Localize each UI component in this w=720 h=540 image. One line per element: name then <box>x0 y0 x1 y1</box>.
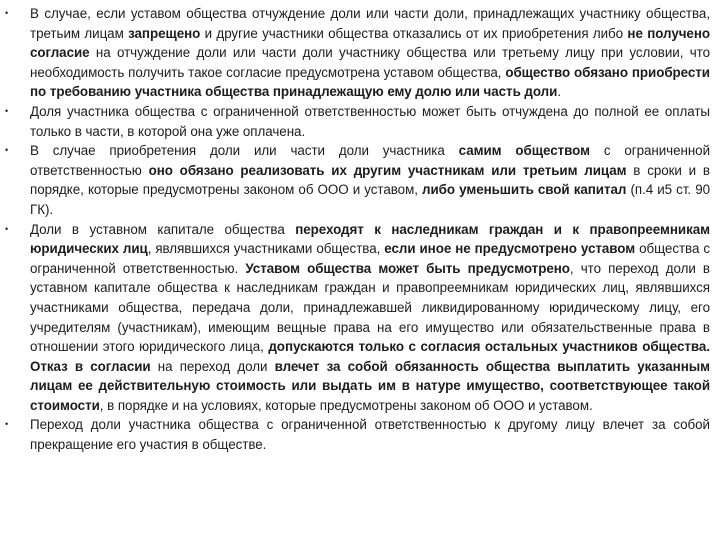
text-segment: (п.4 и5 ст. 90 ГК). <box>30 182 710 217</box>
bullet-list <box>4 4 710 455</box>
text-segment: В случае приобретения доли или части доли участника <box>30 143 459 159</box>
bold-text-segment: общество обязано приобрести по требованию участника общества принадлежащую ему долю или часть доли <box>30 64 710 100</box>
text-segment: общества с ограниченной ответственностью. <box>30 241 710 276</box>
bold-text-segment: оно обязано реализовать их другим участникам или третьим лицам <box>148 162 627 178</box>
bullet-dot-icon: • <box>5 145 9 156</box>
text-segment: Доли в уставном капитале общества <box>30 221 296 237</box>
bullet-dot-icon: • <box>5 223 9 234</box>
bullet-dot-icon: • <box>5 105 9 116</box>
bold-text-segment: не получено согласие <box>30 25 710 61</box>
bold-text-segment: запрещено <box>128 25 201 41</box>
text-segment: в сроки и в порядке, которые предусмотрены законом об ООО и уставом, <box>30 162 710 198</box>
text-segment: В случае, если уставом общества отчуждение доли или части доли, принадлежащих участнику общества, третьим лицам <box>30 6 710 41</box>
bold-text-segment: Отказ в согласии <box>30 358 151 374</box>
bold-text-segment: самим обществом <box>458 143 590 159</box>
text-segment: Доля участника общества с ограниченной ответственностью может быть отчуждена до полной ее оплаты только в части, в которой она уже оплачена. <box>30 103 710 139</box>
bold-text-segment: Уставом общества может быть предусмотрено <box>245 260 570 276</box>
text-segment: , в порядке и на условиях, которые предусмотрены законом об ООО и уставом. <box>99 397 593 413</box>
bold-text-segment: допускаются только с согласия остальных участников общества. <box>268 339 710 355</box>
text-segment: с ограниченной ответственностью <box>30 143 710 178</box>
text-segment: . <box>557 84 561 100</box>
text-segment: , являвшихся участниками общества, <box>147 241 385 257</box>
text-segment: на переход доли <box>150 358 275 374</box>
bullet-paragraph <box>4 141 710 219</box>
bold-text-segment: влечет за собой обязанность общества выплатить указанным лицам ее действительную стоимость или выдать им в натуре имущество, соответствующее такой стоимости <box>30 358 710 413</box>
bold-text-segment: переходят к наследникам граждан и к правопреемникам юридических лиц <box>30 221 710 257</box>
text-segment: Переход доли участника общества с ограниченной ответственностью к другому лицу влечет за собой прекращение его участия в обществе. <box>30 417 710 453</box>
bullet-paragraph <box>4 4 710 102</box>
text-segment: , что переход доли в уставном капитале общества к наследникам граждан и правопреемникам юридических лиц, являвшихся участниками общества, передача доли, принадлежавшей ликвидированному юридическому лицу, его учредителям (участникам), имеющим вещные права на его имущество или обязательственные права в отношении этого юридического лица, <box>30 260 710 355</box>
bullet-paragraph <box>4 220 710 416</box>
bullet-dot-icon: • <box>5 419 9 430</box>
text-segment: и другие участники общества отказались от их приобретения либо <box>200 25 628 41</box>
bullet-dot-icon: • <box>5 8 9 18</box>
bold-text-segment: либо уменьшить свой капитал <box>422 182 627 198</box>
bullet-paragraph <box>4 102 710 141</box>
bullet-paragraph <box>4 415 710 454</box>
text-segment: на отчуждение доли или части доли участнику общества или третьему лицу при условии, что необходимость получить такое согласие предусмотрена уставом общества, <box>30 45 710 80</box>
bold-text-segment: если иное не предусмотрено уставом <box>384 241 636 257</box>
